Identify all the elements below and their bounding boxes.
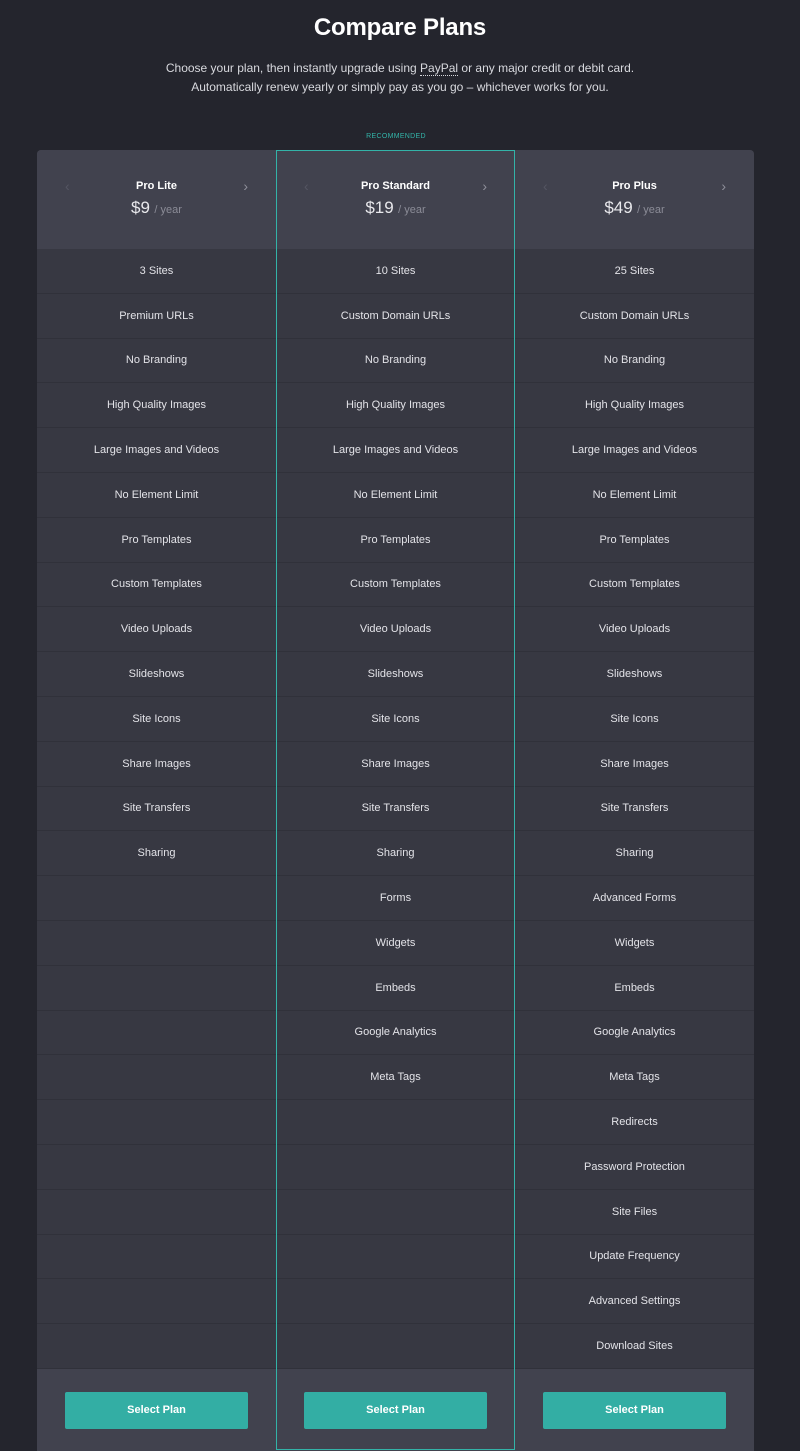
chevron-left-icon[interactable]: ‹ <box>304 178 309 194</box>
plan-header <box>515 150 754 249</box>
feature-row <box>37 1190 276 1235</box>
select-plan-button-pro-standard[interactable]: Select Plan <box>304 1392 487 1429</box>
feature-row: High Quality Images <box>515 383 754 428</box>
plan-header <box>276 150 515 249</box>
feature-row: High Quality Images <box>276 383 515 428</box>
feature-row <box>276 1279 515 1324</box>
feature-row <box>276 1145 515 1190</box>
feature-row: Share Images <box>515 742 754 787</box>
subtitle-text-b: or any major credit or debit card. <box>458 61 635 75</box>
price-period: / year <box>398 204 426 216</box>
feature-row <box>37 876 276 921</box>
feature-row: Site Icons <box>515 697 754 742</box>
feature-row: Google Analytics <box>276 1011 515 1056</box>
feature-row: Sharing <box>515 831 754 876</box>
feature-row: Custom Templates <box>515 563 754 608</box>
feature-row <box>276 1190 515 1235</box>
feature-row: Redirects <box>515 1100 754 1145</box>
plans-table <box>37 150 754 1451</box>
price-period: / year <box>637 204 665 216</box>
plan-footer <box>276 1369 515 1451</box>
feature-row: 10 Sites <box>276 249 515 294</box>
plan-column-pro-standard <box>276 150 515 1451</box>
feature-row: Widgets <box>276 921 515 966</box>
feature-row: Widgets <box>515 921 754 966</box>
subtitle-text-a: Choose your plan, then instantly upgrade using <box>165 61 421 75</box>
feature-row: Sharing <box>276 831 515 876</box>
page-subtitle <box>0 59 800 97</box>
price-value: $9 <box>131 198 150 217</box>
feature-row: 25 Sites <box>515 249 754 294</box>
chevron-left-icon[interactable]: ‹ <box>543 178 548 194</box>
feature-row <box>37 1100 276 1145</box>
feature-row <box>37 921 276 966</box>
price-value: $49 <box>604 198 633 217</box>
plan-name: Pro Lite <box>136 180 177 192</box>
feature-row: Video Uploads <box>515 607 754 652</box>
feature-row: Site Icons <box>37 697 276 742</box>
plan-price <box>37 197 276 221</box>
feature-row: Meta Tags <box>515 1055 754 1100</box>
plan-column-pro-lite <box>37 150 276 1451</box>
feature-row: No Element Limit <box>276 473 515 518</box>
feature-row: Embeds <box>515 966 754 1011</box>
feature-row: Video Uploads <box>37 607 276 652</box>
plan-name: Pro Standard <box>360 180 431 192</box>
feature-row: Large Images and Videos <box>515 428 754 473</box>
feature-row: Premium URLs <box>37 294 276 339</box>
feature-row: Google Analytics <box>515 1011 754 1056</box>
feature-row <box>37 1145 276 1190</box>
feature-row: Update Frequency <box>515 1235 754 1280</box>
feature-row <box>276 1100 515 1145</box>
feature-row: Forms <box>276 876 515 921</box>
feature-row: Share Images <box>37 742 276 787</box>
feature-row: Pro Templates <box>276 518 515 563</box>
feature-row <box>37 1235 276 1280</box>
plan-name: Pro Plus <box>612 180 657 192</box>
feature-row: Site Transfers <box>515 787 754 832</box>
page-title: Compare Plans <box>313 14 487 41</box>
feature-row: Pro Templates <box>37 518 276 563</box>
plan-column-pro-plus <box>515 150 754 1451</box>
feature-row: Custom Domain URLs <box>276 294 515 339</box>
chevron-right-icon[interactable]: › <box>243 178 248 194</box>
feature-row: Site Transfers <box>276 787 515 832</box>
feature-row: Custom Domain URLs <box>515 294 754 339</box>
feature-row: Share Images <box>276 742 515 787</box>
plan-header <box>37 150 276 249</box>
feature-row: No Element Limit <box>515 473 754 518</box>
chevron-right-icon[interactable]: › <box>482 178 487 194</box>
feature-row: No Branding <box>276 339 515 384</box>
feature-row: No Branding <box>37 339 276 384</box>
feature-row: Custom Templates <box>37 563 276 608</box>
plan-footer <box>515 1369 754 1451</box>
chevron-left-icon[interactable]: ‹ <box>65 178 70 194</box>
feature-row <box>37 1055 276 1100</box>
feature-row: Advanced Settings <box>515 1279 754 1324</box>
feature-row <box>276 1235 515 1280</box>
recommended-label: RECOMMENDED <box>366 133 426 140</box>
feature-row: Slideshows <box>37 652 276 697</box>
feature-row: No Element Limit <box>37 473 276 518</box>
feature-row: Meta Tags <box>276 1055 515 1100</box>
price-period: / year <box>154 204 182 216</box>
feature-row: Site Icons <box>276 697 515 742</box>
feature-row: Large Images and Videos <box>37 428 276 473</box>
feature-row: Download Sites <box>515 1324 754 1369</box>
feature-row <box>37 1279 276 1324</box>
feature-row: Advanced Forms <box>515 876 754 921</box>
feature-row: No Branding <box>515 339 754 384</box>
plan-price <box>515 197 754 221</box>
feature-row: High Quality Images <box>37 383 276 428</box>
page-header <box>0 0 800 97</box>
feature-list <box>276 249 515 1369</box>
feature-row: Embeds <box>276 966 515 1011</box>
subtitle-line-2: Automatically renew yearly or simply pay as you go – whichever works for you. <box>191 80 609 94</box>
select-plan-button-pro-lite[interactable]: Select Plan <box>65 1392 248 1429</box>
feature-row: Password Protection <box>515 1145 754 1190</box>
plan-price <box>276 197 515 221</box>
feature-row: Slideshows <box>276 652 515 697</box>
feature-row: Site Files <box>515 1190 754 1235</box>
feature-row <box>276 1324 515 1369</box>
feature-row: Custom Templates <box>276 563 515 608</box>
feature-row: Sharing <box>37 831 276 876</box>
feature-row <box>37 1324 276 1369</box>
price-value: $19 <box>365 198 394 217</box>
plan-footer <box>37 1369 276 1451</box>
select-plan-button-pro-plus[interactable]: Select Plan <box>543 1392 726 1429</box>
feature-list <box>37 249 276 1369</box>
feature-row <box>37 966 276 1011</box>
feature-row: Site Transfers <box>37 787 276 832</box>
feature-row: Large Images and Videos <box>276 428 515 473</box>
chevron-right-icon[interactable]: › <box>721 178 726 194</box>
feature-row: Slideshows <box>515 652 754 697</box>
feature-row: Pro Templates <box>515 518 754 563</box>
feature-row: Video Uploads <box>276 607 515 652</box>
paypal-link[interactable]: PayPal <box>420 61 459 75</box>
feature-row: 3 Sites <box>37 249 276 294</box>
feature-row <box>37 1011 276 1056</box>
feature-list <box>515 249 754 1369</box>
